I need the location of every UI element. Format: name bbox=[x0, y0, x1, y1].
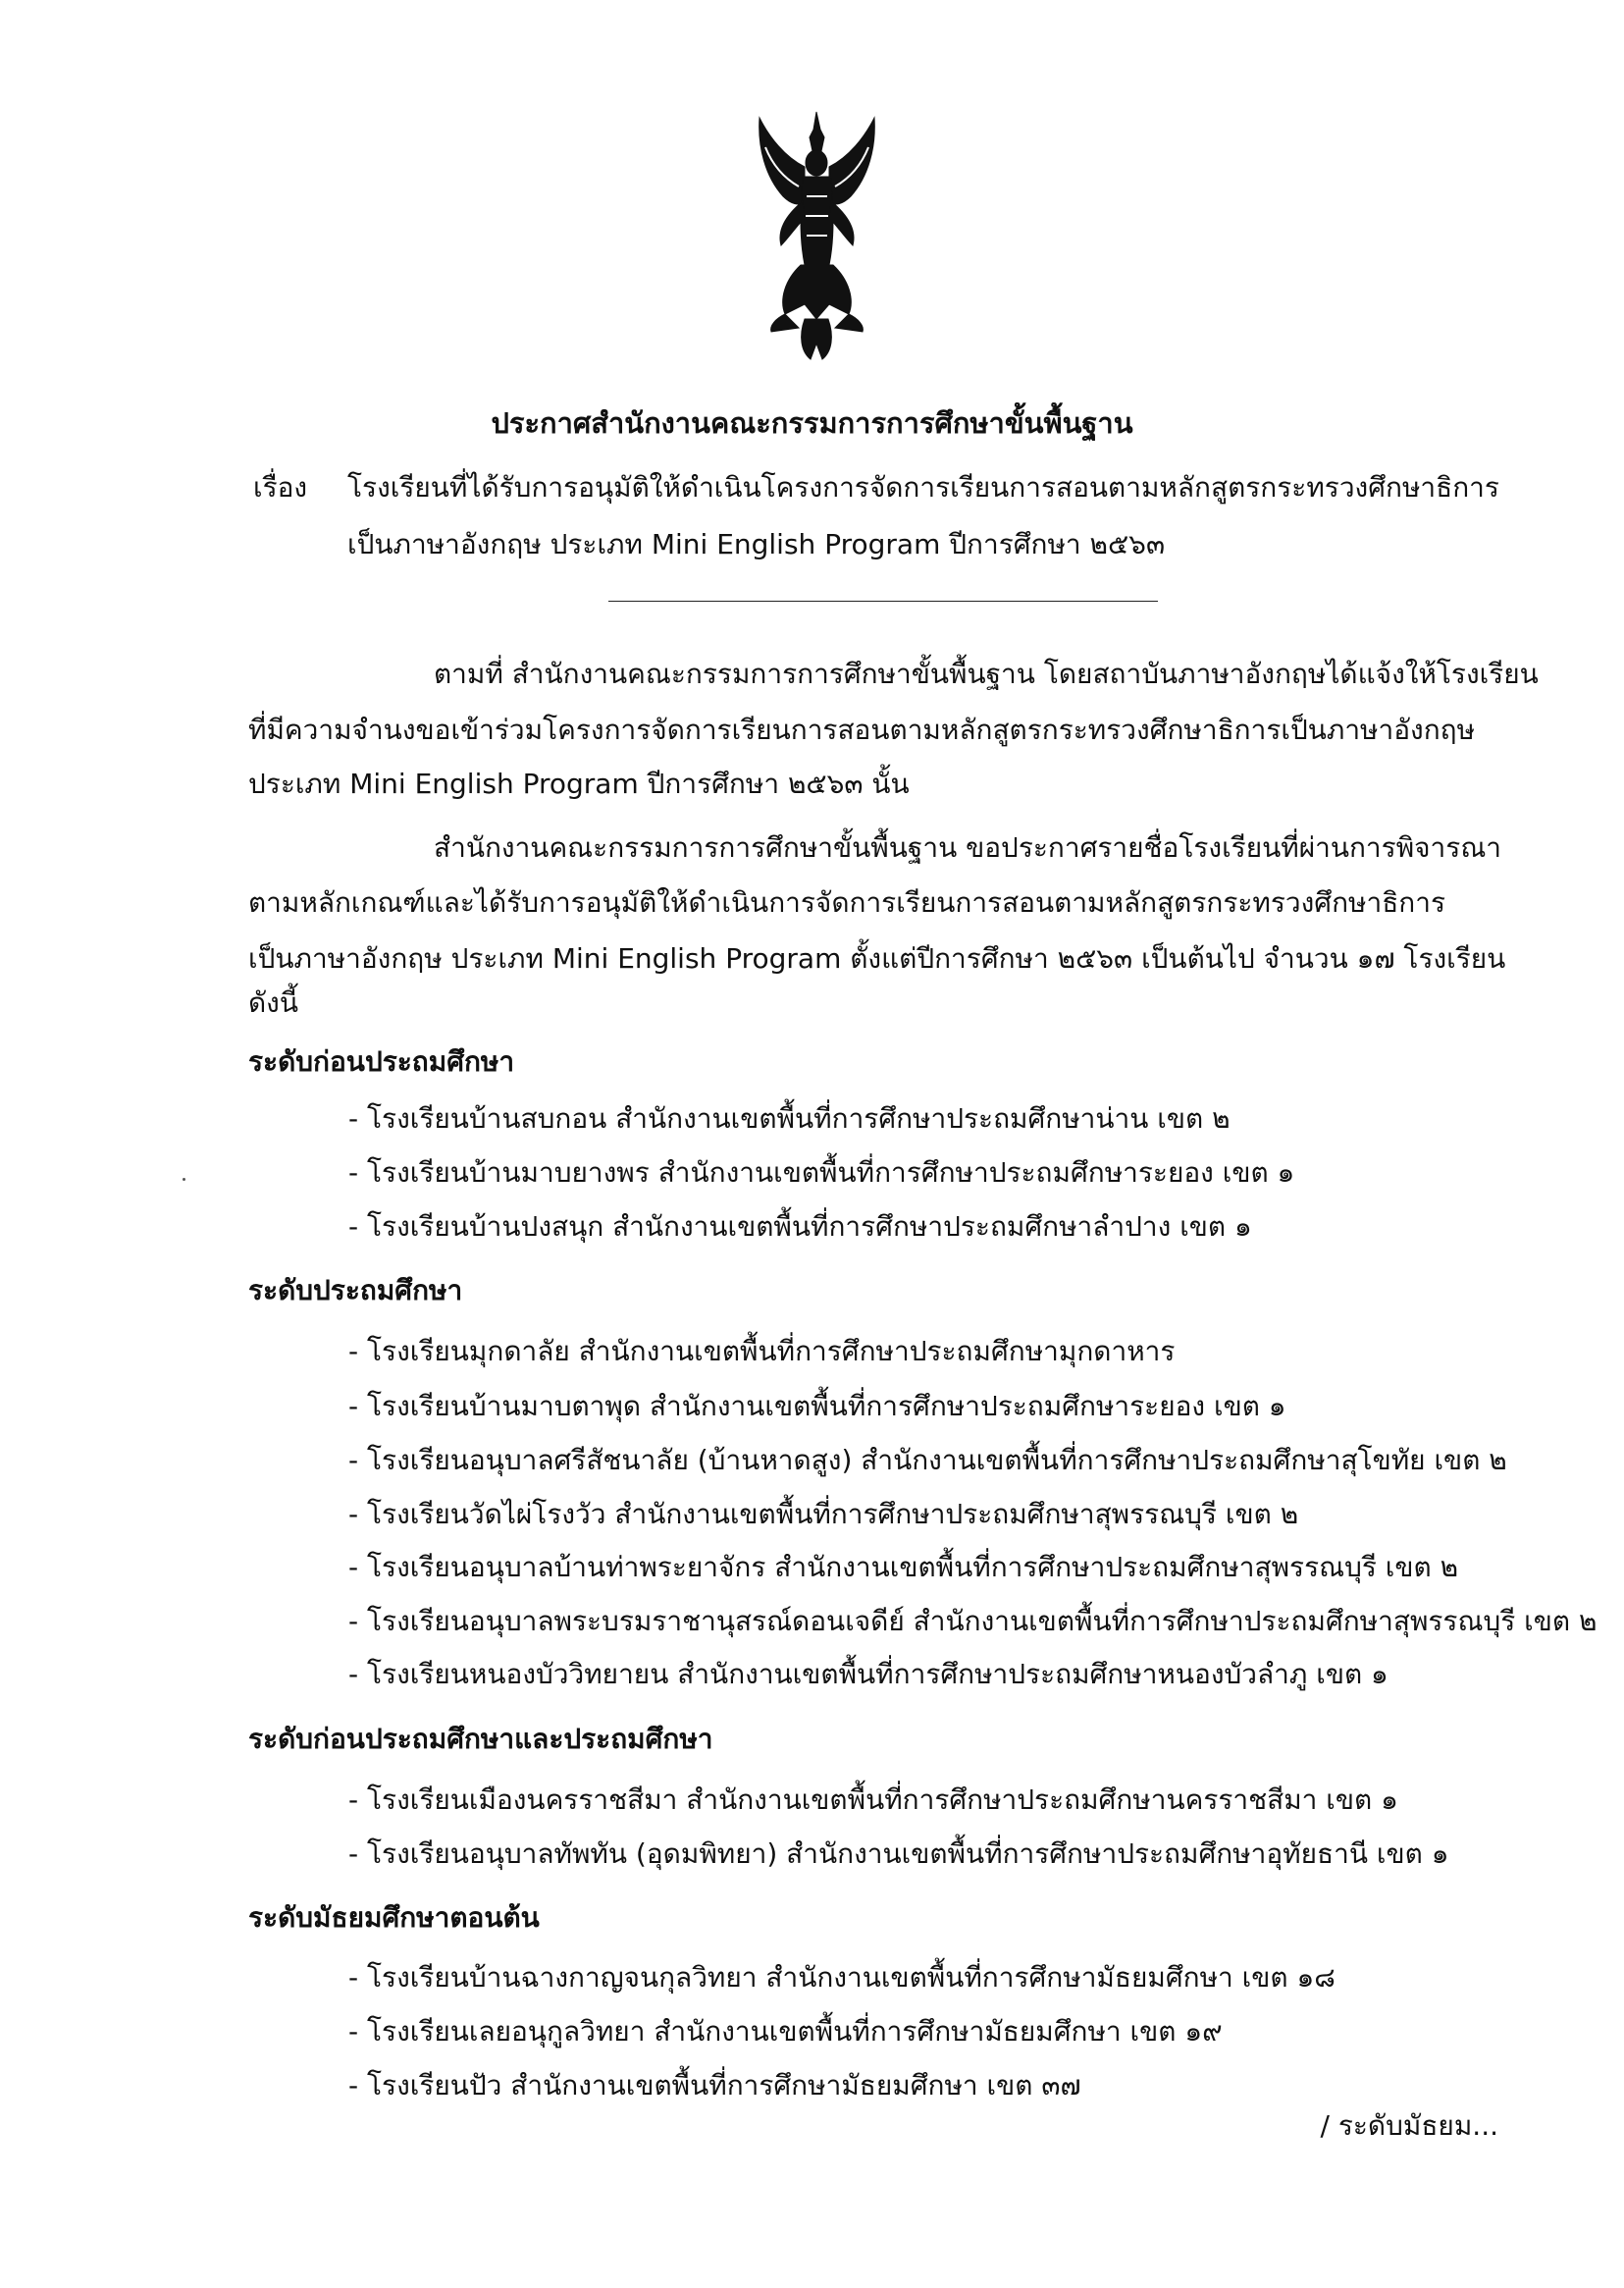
list-item: - โรงเรียนปัว สำนักงานเขตพื้นที่การศึกษามัธยมศึกษา เขต ๓๗ bbox=[348, 2069, 1081, 2102]
paragraph-line: สำนักงานคณะกรรมการการศึกษาขั้นพื้นฐาน ขอประกาศรายชื่อโรงเรียนที่ผ่านการพิจารณา bbox=[434, 831, 1502, 864]
section-heading: ระดับก่อนประถมศึกษาและประถมศึกษา bbox=[248, 1723, 713, 1755]
list-item: - โรงเรียนเลยอนุกูลวิทยา สำนักงานเขตพื้นที่การศึกษามัธยมศึกษา เขต ๑๙ bbox=[348, 2015, 1223, 2048]
list-item: - โรงเรียนเมืองนครราชสีมา สำนักงานเขตพื้นที่การศึกษาประถมศึกษานครราชสีมา เขต ๑ bbox=[348, 1783, 1398, 1816]
list-item: - โรงเรียนวัดไผ่โรงวัว สำนักงานเขตพื้นที่การศึกษาประถมศึกษาสุพรรณบุรี เขต ๒ bbox=[348, 1498, 1299, 1530]
list-item: - โรงเรียนอนุบาลทัพทัน (อุดมพิทยา) สำนักงานเขตพื้นที่การศึกษาประถมศึกษาอุทัยธานี เขต ๑ bbox=[348, 1837, 1449, 1870]
paragraph-line: ตามหลักเกณฑ์และได้รับการอนุมัติให้ดำเนินการจัดการเรียนการสอนตามหลักสูตรกระทรวงศึกษาธิการ bbox=[248, 886, 1446, 919]
list-item: - โรงเรียนหนองบัววิทยายน สำนักงานเขตพื้นที่การศึกษาประถมศึกษาหนองบัวลำภู เขต ๑ bbox=[348, 1658, 1388, 1690]
subject-line: โรงเรียนที่ได้รับการอนุมัติให้ดำเนินโครงการจัดการเรียนการสอนตามหลักสูตรกระทรวงศึกษาธิการ bbox=[347, 471, 1499, 504]
list-item: - โรงเรียนอนุบาลพระบรมราชานุสรณ์ดอนเจดีย์ สำนักงานเขตพื้นที่การศึกษาประถมศึกษาสุพรรณบุรี เขต ๒ bbox=[348, 1605, 1598, 1637]
section-heading: ระดับมัธยมศึกษาตอนต้น bbox=[248, 1901, 540, 1934]
list-item: - โรงเรียนบ้านมาบตาพุด สำนักงานเขตพื้นที่การศึกษาประถมศึกษาระยอง เขต ๑ bbox=[348, 1390, 1286, 1422]
divider-rule bbox=[608, 601, 1158, 602]
paragraph-line: ดังนี้ bbox=[248, 986, 298, 1019]
list-item: - โรงเรียนบ้านมาบยางพร สำนักงานเขตพื้นที่การศึกษาประถมศึกษาระยอง เขต ๑ bbox=[348, 1156, 1295, 1189]
section-heading: ระดับก่อนประถมศึกษา bbox=[248, 1045, 515, 1078]
list-item: - โรงเรียนอนุบาลบ้านท่าพระยาจักร สำนักงานเขตพื้นที่การศึกษาประถมศึกษาสุพรรณบุรี เขต ๒ bbox=[348, 1551, 1459, 1583]
list-item: - โรงเรียนบ้านสบกอน สำนักงานเขตพื้นที่การศึกษาประถมศึกษาน่าน เขต ๒ bbox=[348, 1102, 1231, 1135]
subject-label: เรื่อง bbox=[253, 471, 308, 504]
paragraph-line: เป็นภาษาอังกฤษ ประเภท Mini English Program ตั้งแต่ปีการศึกษา ๒๕๖๓ เป็นต้นไป จำนวน ๑๗ โรงเรียน bbox=[248, 942, 1506, 975]
list-item: - โรงเรียนมุกดาลัย สำนักงานเขตพื้นที่การศึกษาประถมศึกษามุกดาหาร bbox=[348, 1335, 1176, 1367]
paragraph-line: ประเภท Mini English Program ปีการศึกษา ๒๕๖๓ นั้น bbox=[248, 768, 910, 800]
list-item: - โรงเรียนบ้านฉางกาญจนกุลวิทยา สำนักงานเขตพื้นที่การศึกษามัธยมศึกษา เขต ๑๘ bbox=[348, 1961, 1336, 1994]
paragraph-line: ตามที่ สำนักงานคณะกรรมการการศึกษาขั้นพื้นฐาน โดยสถาบันภาษาอังกฤษได้แจ้งให้โรงเรียน bbox=[434, 658, 1539, 690]
garuda-emblem-icon bbox=[756, 108, 878, 363]
section-heading: ระดับประถมศึกษา bbox=[248, 1274, 463, 1306]
announcement-title: ประกาศสำนักงานคณะกรรมการการศึกษาขั้นพื้นฐาน bbox=[491, 406, 1133, 440]
paragraph-line: ที่มีความจำนงขอเข้าร่วมโครงการจัดการเรียนการสอนตามหลักสูตรกระทรวงศึกษาธิการเป็นภาษาอังกฤษ bbox=[248, 714, 1476, 746]
list-item: - โรงเรียนอนุบาลศรีสัชนาลัย (บ้านหาดสูง) สำนักงานเขตพื้นที่การศึกษาประถมศึกษาสุโขทัย เขต ๒ bbox=[348, 1444, 1507, 1476]
list-item: - โรงเรียนบ้านปงสนุก สำนักงานเขตพื้นที่การศึกษาประถมศึกษาลำปาง เขต ๑ bbox=[348, 1210, 1252, 1243]
continuation-note: / ระดับมัธยม... bbox=[1320, 2109, 1498, 2142]
scan-speck bbox=[183, 1178, 185, 1181]
subject-line: เป็นภาษาอังกฤษ ประเภท Mini English Program ปีการศึกษา ๒๕๖๓ bbox=[347, 528, 1166, 560]
